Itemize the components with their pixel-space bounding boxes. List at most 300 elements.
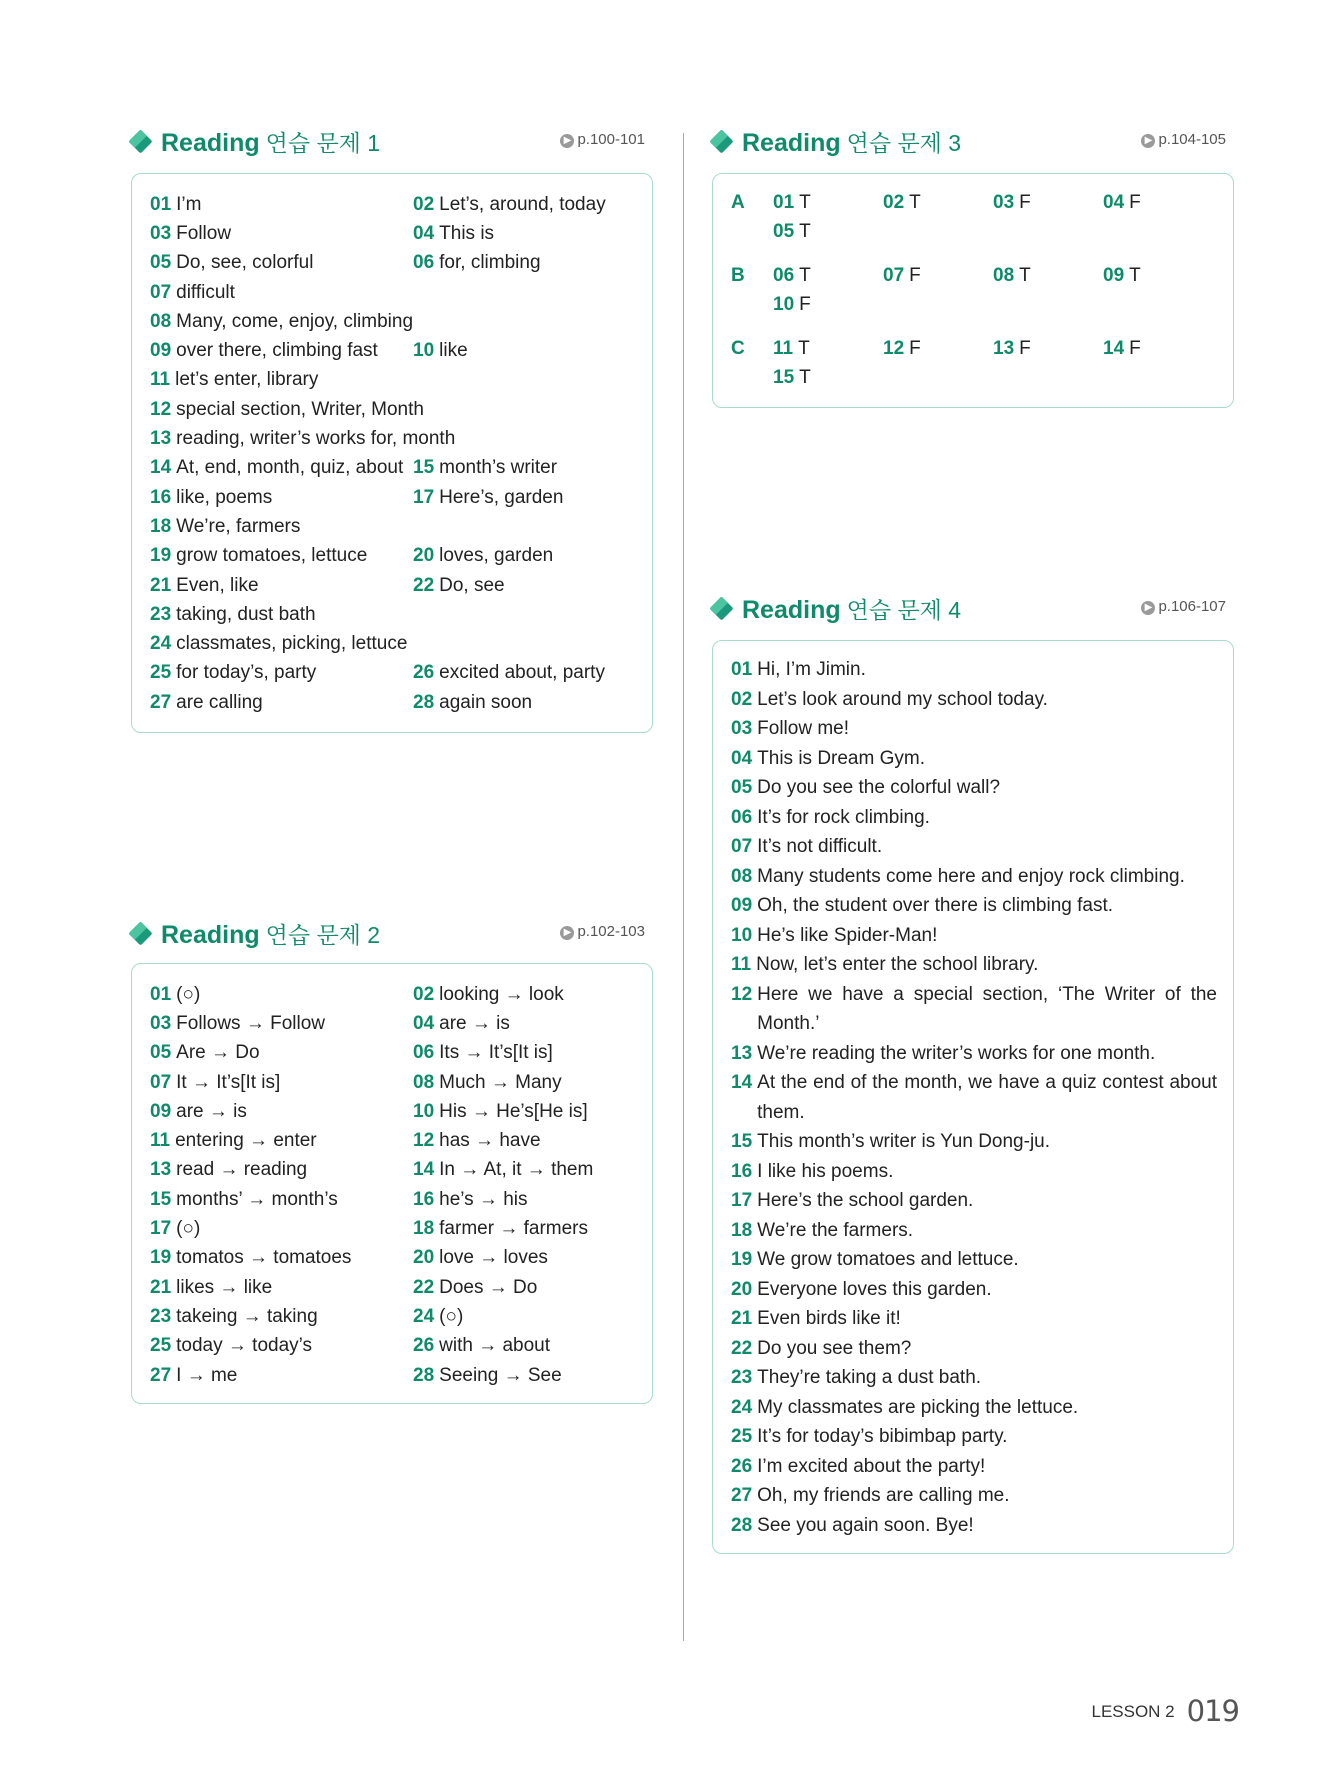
item-number: 17 <box>413 486 435 508</box>
item-answer: (○) <box>176 983 201 1005</box>
item-number: 05 <box>150 1042 172 1064</box>
item-sentence: It’s not difficult. <box>757 836 883 857</box>
item-answer: T <box>799 367 811 388</box>
item-number: 12 <box>150 398 172 420</box>
item-number: 16 <box>413 1188 435 1210</box>
sentence-item <box>731 1422 1217 1452</box>
answer-row <box>150 278 642 307</box>
item-number: 26 <box>413 662 435 684</box>
answer-item <box>150 369 413 391</box>
tf-items <box>773 261 1213 319</box>
answer-row <box>150 1302 642 1331</box>
item-number: 13 <box>731 1042 753 1064</box>
answer-item <box>993 261 1103 290</box>
item-answer: are calling <box>176 691 263 713</box>
answer-item <box>413 545 642 567</box>
group-label: C <box>731 338 745 359</box>
item-sentence: See you again soon. Bye! <box>757 1514 974 1536</box>
sentence-item <box>731 1039 1217 1069</box>
item-answer: This is <box>439 222 495 244</box>
sentence-item <box>731 980 1217 1039</box>
item-answer: (○) <box>439 1305 464 1327</box>
item-number: 19 <box>150 1247 172 1269</box>
item-number: 24 <box>731 1396 753 1418</box>
answer-row <box>150 1214 642 1243</box>
item-number: 18 <box>731 1219 753 1241</box>
item-answer: T <box>1129 265 1141 286</box>
section-header <box>128 123 653 163</box>
item-number: 09 <box>150 340 172 362</box>
item-answer: over there, climbing fast <box>176 340 378 362</box>
item-number: 23 <box>731 1367 753 1388</box>
answer-row <box>150 1361 642 1390</box>
item-sentence: I’m excited about the party! <box>757 1455 986 1477</box>
answer-item <box>150 662 413 684</box>
item-number: 05 <box>773 221 795 242</box>
item-answer: T <box>799 265 811 286</box>
item-answer: looking → look <box>439 983 564 1005</box>
page-number: 019 <box>1186 1694 1239 1728</box>
answer-item <box>150 633 413 655</box>
answer-item <box>413 1277 642 1299</box>
item-answer: T <box>909 192 921 213</box>
answer-item <box>150 1247 413 1269</box>
item-answer: months’ → month’s <box>176 1188 338 1210</box>
item-sentence: Hi, I’m Jimin. <box>757 659 866 680</box>
item-number: 17 <box>150 1218 172 1240</box>
sentence-item <box>731 1481 1217 1511</box>
sentence-item <box>731 773 1217 803</box>
page-footer <box>1091 1694 1239 1728</box>
item-number: 08 <box>413 1071 435 1093</box>
item-answer: Follows → Follow <box>176 1012 326 1034</box>
item-number: 02 <box>413 983 435 1005</box>
sentence-item <box>731 1068 1217 1127</box>
section-header <box>709 123 1234 163</box>
answer-item <box>150 487 413 509</box>
item-number: 19 <box>150 545 172 567</box>
answer-grid <box>150 980 642 1390</box>
item-number: 03 <box>993 192 1015 213</box>
item-number: 01 <box>150 983 172 1005</box>
item-number: 04 <box>413 222 435 244</box>
item-sentence: I like his poems. <box>757 1160 894 1182</box>
item-sentence: This is Dream Gym. <box>757 747 925 769</box>
item-number: 26 <box>413 1335 435 1357</box>
item-answer: Many, come, enjoy, climbing <box>176 310 414 332</box>
item-sentence: At the end of the month, we have a quiz contest about them. <box>757 1072 1217 1123</box>
item-number: 08 <box>150 310 172 332</box>
item-answer: Let’s, around, today <box>439 193 606 215</box>
item-number: 08 <box>993 265 1015 286</box>
answer-item <box>150 604 413 626</box>
item-answer: with → about <box>439 1335 551 1357</box>
answer-item <box>773 290 883 319</box>
item-number: 22 <box>731 1337 753 1359</box>
item-answer: likes → like <box>176 1276 273 1298</box>
item-answer: Are → Do <box>176 1042 260 1064</box>
item-number: 23 <box>150 603 172 625</box>
item-number: 09 <box>731 895 753 916</box>
sentence-item <box>731 1393 1217 1423</box>
item-number: 19 <box>731 1249 753 1270</box>
answer-item <box>413 1101 642 1123</box>
answer-item <box>150 1335 413 1357</box>
item-number: 25 <box>150 1335 172 1357</box>
item-answer: At, end, month, quiz, about <box>176 457 404 479</box>
answer-item <box>413 1247 642 1269</box>
arrow-right-icon: ▶ <box>560 926 574 940</box>
item-sentence: We grow tomatoes and lettuce. <box>757 1249 1019 1270</box>
item-number: 28 <box>731 1514 753 1536</box>
item-number: 02 <box>413 193 435 215</box>
sentence-item <box>731 1334 1217 1364</box>
item-answer: It → It’s[It is] <box>176 1071 281 1093</box>
item-number: 02 <box>731 688 753 710</box>
item-answer: grow tomatoes, lettuce <box>176 545 368 567</box>
item-answer: Here’s, garden <box>439 486 564 508</box>
item-answer: are → is <box>439 1012 510 1034</box>
diamond-bullet-icon <box>709 596 733 620</box>
answer-item <box>413 194 642 216</box>
item-number: 15 <box>413 457 435 479</box>
answer-item <box>773 217 883 246</box>
item-sentence: Many students come here and enjoy rock climbing. <box>757 865 1185 887</box>
answer-item <box>150 252 413 274</box>
answer-item <box>773 334 883 363</box>
item-answer: Even, like <box>176 574 259 596</box>
item-number: 27 <box>731 1485 753 1506</box>
item-number: 14 <box>413 1159 435 1181</box>
item-number: 07 <box>731 836 753 857</box>
item-number: 27 <box>150 1364 172 1386</box>
column-divider <box>683 133 684 1641</box>
item-number: 10 <box>413 340 435 362</box>
answer-row <box>150 1009 642 1038</box>
item-answer: I → me <box>176 1364 238 1386</box>
item-answer: like <box>439 340 468 362</box>
item-number: 03 <box>150 1012 172 1034</box>
item-answer: His → He’s[He is] <box>439 1100 588 1122</box>
answer-row <box>150 366 642 395</box>
item-answer: F <box>1129 338 1141 359</box>
item-answer: today → today’s <box>176 1335 313 1357</box>
answer-item <box>413 1218 642 1240</box>
item-number: 26 <box>731 1455 753 1477</box>
sentence-item <box>731 950 1217 980</box>
item-number: 06 <box>413 252 435 274</box>
item-number: 17 <box>731 1190 753 1211</box>
answer-item <box>413 1335 642 1357</box>
answer-item <box>413 487 642 509</box>
sentence-list <box>731 655 1217 1540</box>
item-sentence: My classmates are picking the lettuce. <box>757 1396 1079 1418</box>
sentence-item <box>731 1363 1217 1393</box>
answer-item <box>883 188 993 217</box>
sentence-item <box>731 921 1217 951</box>
item-sentence: Everyone loves this garden. <box>757 1278 992 1300</box>
item-sentence: Follow me! <box>757 718 849 739</box>
answer-item <box>993 188 1103 217</box>
answer-row <box>150 307 642 336</box>
answer-row <box>150 483 642 512</box>
answer-row <box>150 1185 642 1214</box>
answer-grid <box>150 190 642 717</box>
item-number: 09 <box>1103 265 1125 286</box>
item-answer: special section, Writer, Month <box>176 398 424 420</box>
answer-row <box>150 1332 642 1361</box>
item-number: 06 <box>731 806 753 828</box>
answer-item <box>413 692 642 714</box>
answer-item <box>150 340 413 362</box>
answer-item <box>150 223 413 245</box>
sentence-item <box>731 891 1217 921</box>
item-answer: month’s writer <box>439 457 558 479</box>
answer-item <box>413 575 642 597</box>
answer-row <box>150 336 642 365</box>
answer-row <box>150 512 642 541</box>
answer-item <box>413 662 642 684</box>
item-number: 06 <box>773 265 795 286</box>
answer-item <box>413 1130 642 1152</box>
item-answer: We’re, farmers <box>176 515 301 537</box>
item-number: 13 <box>150 1159 172 1181</box>
item-answer: F <box>1019 192 1031 213</box>
sentence-item <box>731 655 1217 685</box>
sentence-item <box>731 1511 1217 1541</box>
answer-row <box>150 1156 642 1185</box>
answer-item <box>1103 334 1213 363</box>
item-number: 14 <box>731 1072 753 1093</box>
item-number: 01 <box>150 193 172 215</box>
answer-row <box>150 249 642 278</box>
item-answer: read → reading <box>176 1159 308 1181</box>
lesson-label: LESSON 2 <box>1091 1702 1175 1721</box>
answer-item <box>150 1218 413 1240</box>
item-answer: I’m <box>176 193 202 215</box>
arrow-right-icon: ▶ <box>1141 134 1155 148</box>
answer-row <box>150 1126 642 1155</box>
tf-answer-grid <box>731 188 1223 407</box>
item-answer: F <box>1129 192 1141 213</box>
section-title: Reading 연습 문제 4 <box>742 596 962 624</box>
tf-items <box>773 334 1213 392</box>
group-label: A <box>731 192 745 213</box>
item-answer: F <box>1019 338 1031 359</box>
answer-row <box>150 1097 642 1126</box>
item-sentence: It’s for today’s bibimbap party. <box>757 1426 1008 1447</box>
item-sentence: Here we have a special section, ‘The Writer of the Month.’ <box>757 983 1217 1034</box>
item-answer: (○) <box>176 1218 201 1240</box>
answer-item <box>413 457 642 479</box>
section-title: Reading 연습 문제 2 <box>161 921 381 949</box>
answer-item <box>413 1365 642 1387</box>
item-sentence: They’re taking a dust bath. <box>757 1367 982 1388</box>
item-answer: difficult <box>176 281 235 303</box>
item-sentence: Do you see the colorful wall? <box>757 777 1001 798</box>
answer-box-2 <box>131 963 653 1404</box>
item-number: 28 <box>413 691 435 713</box>
item-sentence: He’s like Spider-Man! <box>757 924 938 946</box>
answer-row <box>150 688 642 717</box>
item-answer: Do, see, colorful <box>176 252 314 274</box>
tf-group <box>731 261 1223 319</box>
item-sentence: Oh, my friends are calling me. <box>757 1485 1010 1506</box>
answer-row <box>150 571 642 600</box>
answer-box-3 <box>712 173 1234 408</box>
answer-item <box>150 1130 413 1152</box>
item-answer: classmates, picking, lettuce <box>176 633 408 655</box>
answer-item <box>150 1101 413 1123</box>
answer-item <box>883 261 993 290</box>
answer-row <box>150 600 642 629</box>
answer-item <box>413 1072 642 1094</box>
answer-row <box>150 659 642 688</box>
item-number: 18 <box>150 515 172 537</box>
answer-row <box>150 190 642 219</box>
section-header <box>709 590 1234 630</box>
item-number: 18 <box>413 1218 435 1240</box>
page-reference: ▶ p.100-101 <box>560 131 645 148</box>
item-sentence: We’re the farmers. <box>757 1219 914 1241</box>
item-number: 20 <box>413 545 435 567</box>
item-answer: takeing → taking <box>176 1305 318 1327</box>
item-answer: T <box>799 192 811 213</box>
item-number: 04 <box>413 1012 435 1034</box>
item-sentence: This month’s writer is Yun Dong-ju. <box>757 1131 1051 1152</box>
item-number: 11 <box>731 954 752 975</box>
answer-row <box>150 219 642 248</box>
item-number: 01 <box>731 659 753 680</box>
item-number: 28 <box>413 1364 435 1386</box>
answer-box-4 <box>712 640 1234 1554</box>
answer-item <box>413 252 642 274</box>
item-answer: farmer → farmers <box>439 1218 588 1240</box>
sentence-item <box>731 1275 1217 1305</box>
answer-item <box>150 516 413 538</box>
arrow-right-icon: ▶ <box>1141 601 1155 615</box>
answer-item <box>993 334 1103 363</box>
item-answer: are → is <box>176 1100 247 1122</box>
item-answer: In → At, it → them <box>439 1159 594 1181</box>
answer-item <box>150 575 413 597</box>
answer-item <box>150 1365 413 1387</box>
tf-group <box>731 188 1223 246</box>
sentence-item <box>731 685 1217 715</box>
answer-row <box>150 980 642 1009</box>
item-sentence: It’s for rock climbing. <box>757 806 930 828</box>
item-number: 23 <box>150 1305 172 1327</box>
answer-item <box>150 282 413 304</box>
item-number: 03 <box>150 222 172 244</box>
item-number: 06 <box>413 1042 435 1064</box>
answer-item <box>150 1277 413 1299</box>
item-answer: love → loves <box>439 1247 548 1269</box>
item-number: 04 <box>731 747 753 769</box>
item-answer: loves, garden <box>439 545 554 567</box>
answer-item <box>150 1013 413 1035</box>
item-answer: like, poems <box>176 486 273 508</box>
item-number: 22 <box>413 574 435 596</box>
item-number: 15 <box>150 1188 172 1210</box>
sentence-item <box>731 714 1217 744</box>
item-number: 14 <box>1103 338 1125 359</box>
diamond-bullet-icon <box>128 921 152 945</box>
tf-items <box>773 188 1213 246</box>
answer-row <box>150 454 642 483</box>
answer-item <box>413 1189 642 1211</box>
item-answer: for today’s, party <box>176 662 317 684</box>
answer-item <box>150 984 413 1006</box>
item-number: 07 <box>883 265 905 286</box>
item-answer: Its → It’s[It is] <box>439 1042 553 1064</box>
item-number: 20 <box>731 1278 753 1300</box>
answer-item <box>413 340 642 362</box>
answer-row <box>150 1273 642 1302</box>
sentence-item <box>731 1216 1217 1246</box>
answer-item <box>150 1042 413 1064</box>
page-reference: ▶ p.106-107 <box>1141 598 1226 615</box>
answer-item <box>150 1159 413 1181</box>
answer-item <box>1103 188 1213 217</box>
sentence-item <box>731 1245 1217 1275</box>
section-header <box>128 915 653 955</box>
item-number: 15 <box>773 367 795 388</box>
answer-item <box>150 457 413 479</box>
answer-item <box>150 398 424 421</box>
item-number: 12 <box>731 983 753 1005</box>
answer-row <box>150 1039 642 1068</box>
diamond-bullet-icon <box>128 129 152 153</box>
item-number: 12 <box>413 1130 435 1152</box>
item-number: 24 <box>413 1305 435 1327</box>
item-number: 05 <box>150 252 172 274</box>
item-sentence: Now, let’s enter the school library. <box>756 954 1039 975</box>
sentence-item <box>731 862 1217 892</box>
item-sentence: Even birds like it! <box>757 1308 901 1329</box>
answer-item <box>773 363 883 392</box>
item-sentence: We’re reading the writer’s works for one month. <box>757 1042 1156 1064</box>
item-number: 25 <box>150 662 172 684</box>
item-answer: has → have <box>439 1130 541 1152</box>
answer-row <box>150 629 642 658</box>
item-answer: let’s enter, library <box>175 369 319 391</box>
item-number: 03 <box>731 718 753 739</box>
item-number: 04 <box>1103 192 1125 213</box>
section-title: Reading 연습 문제 3 <box>742 129 962 157</box>
item-answer: Do, see <box>439 574 505 596</box>
item-number: 01 <box>773 192 795 213</box>
item-answer: T <box>799 221 811 242</box>
item-number: 21 <box>731 1308 753 1329</box>
item-number: 05 <box>731 777 753 798</box>
item-answer: for, climbing <box>439 252 541 274</box>
item-number: 10 <box>413 1100 435 1122</box>
answer-item <box>1103 261 1213 290</box>
answer-item <box>150 1189 413 1211</box>
answer-item <box>413 1306 642 1328</box>
item-sentence: Let’s look around my school today. <box>757 688 1048 710</box>
item-number: 11 <box>773 338 794 359</box>
item-number: 24 <box>150 633 172 655</box>
item-answer: tomatos → tomatoes <box>176 1247 352 1269</box>
item-number: 16 <box>150 486 172 508</box>
item-number: 20 <box>413 1247 435 1269</box>
item-answer: entering → enter <box>175 1130 317 1152</box>
item-number: 08 <box>731 865 753 887</box>
group-label: B <box>731 265 745 286</box>
answer-row <box>150 395 642 424</box>
